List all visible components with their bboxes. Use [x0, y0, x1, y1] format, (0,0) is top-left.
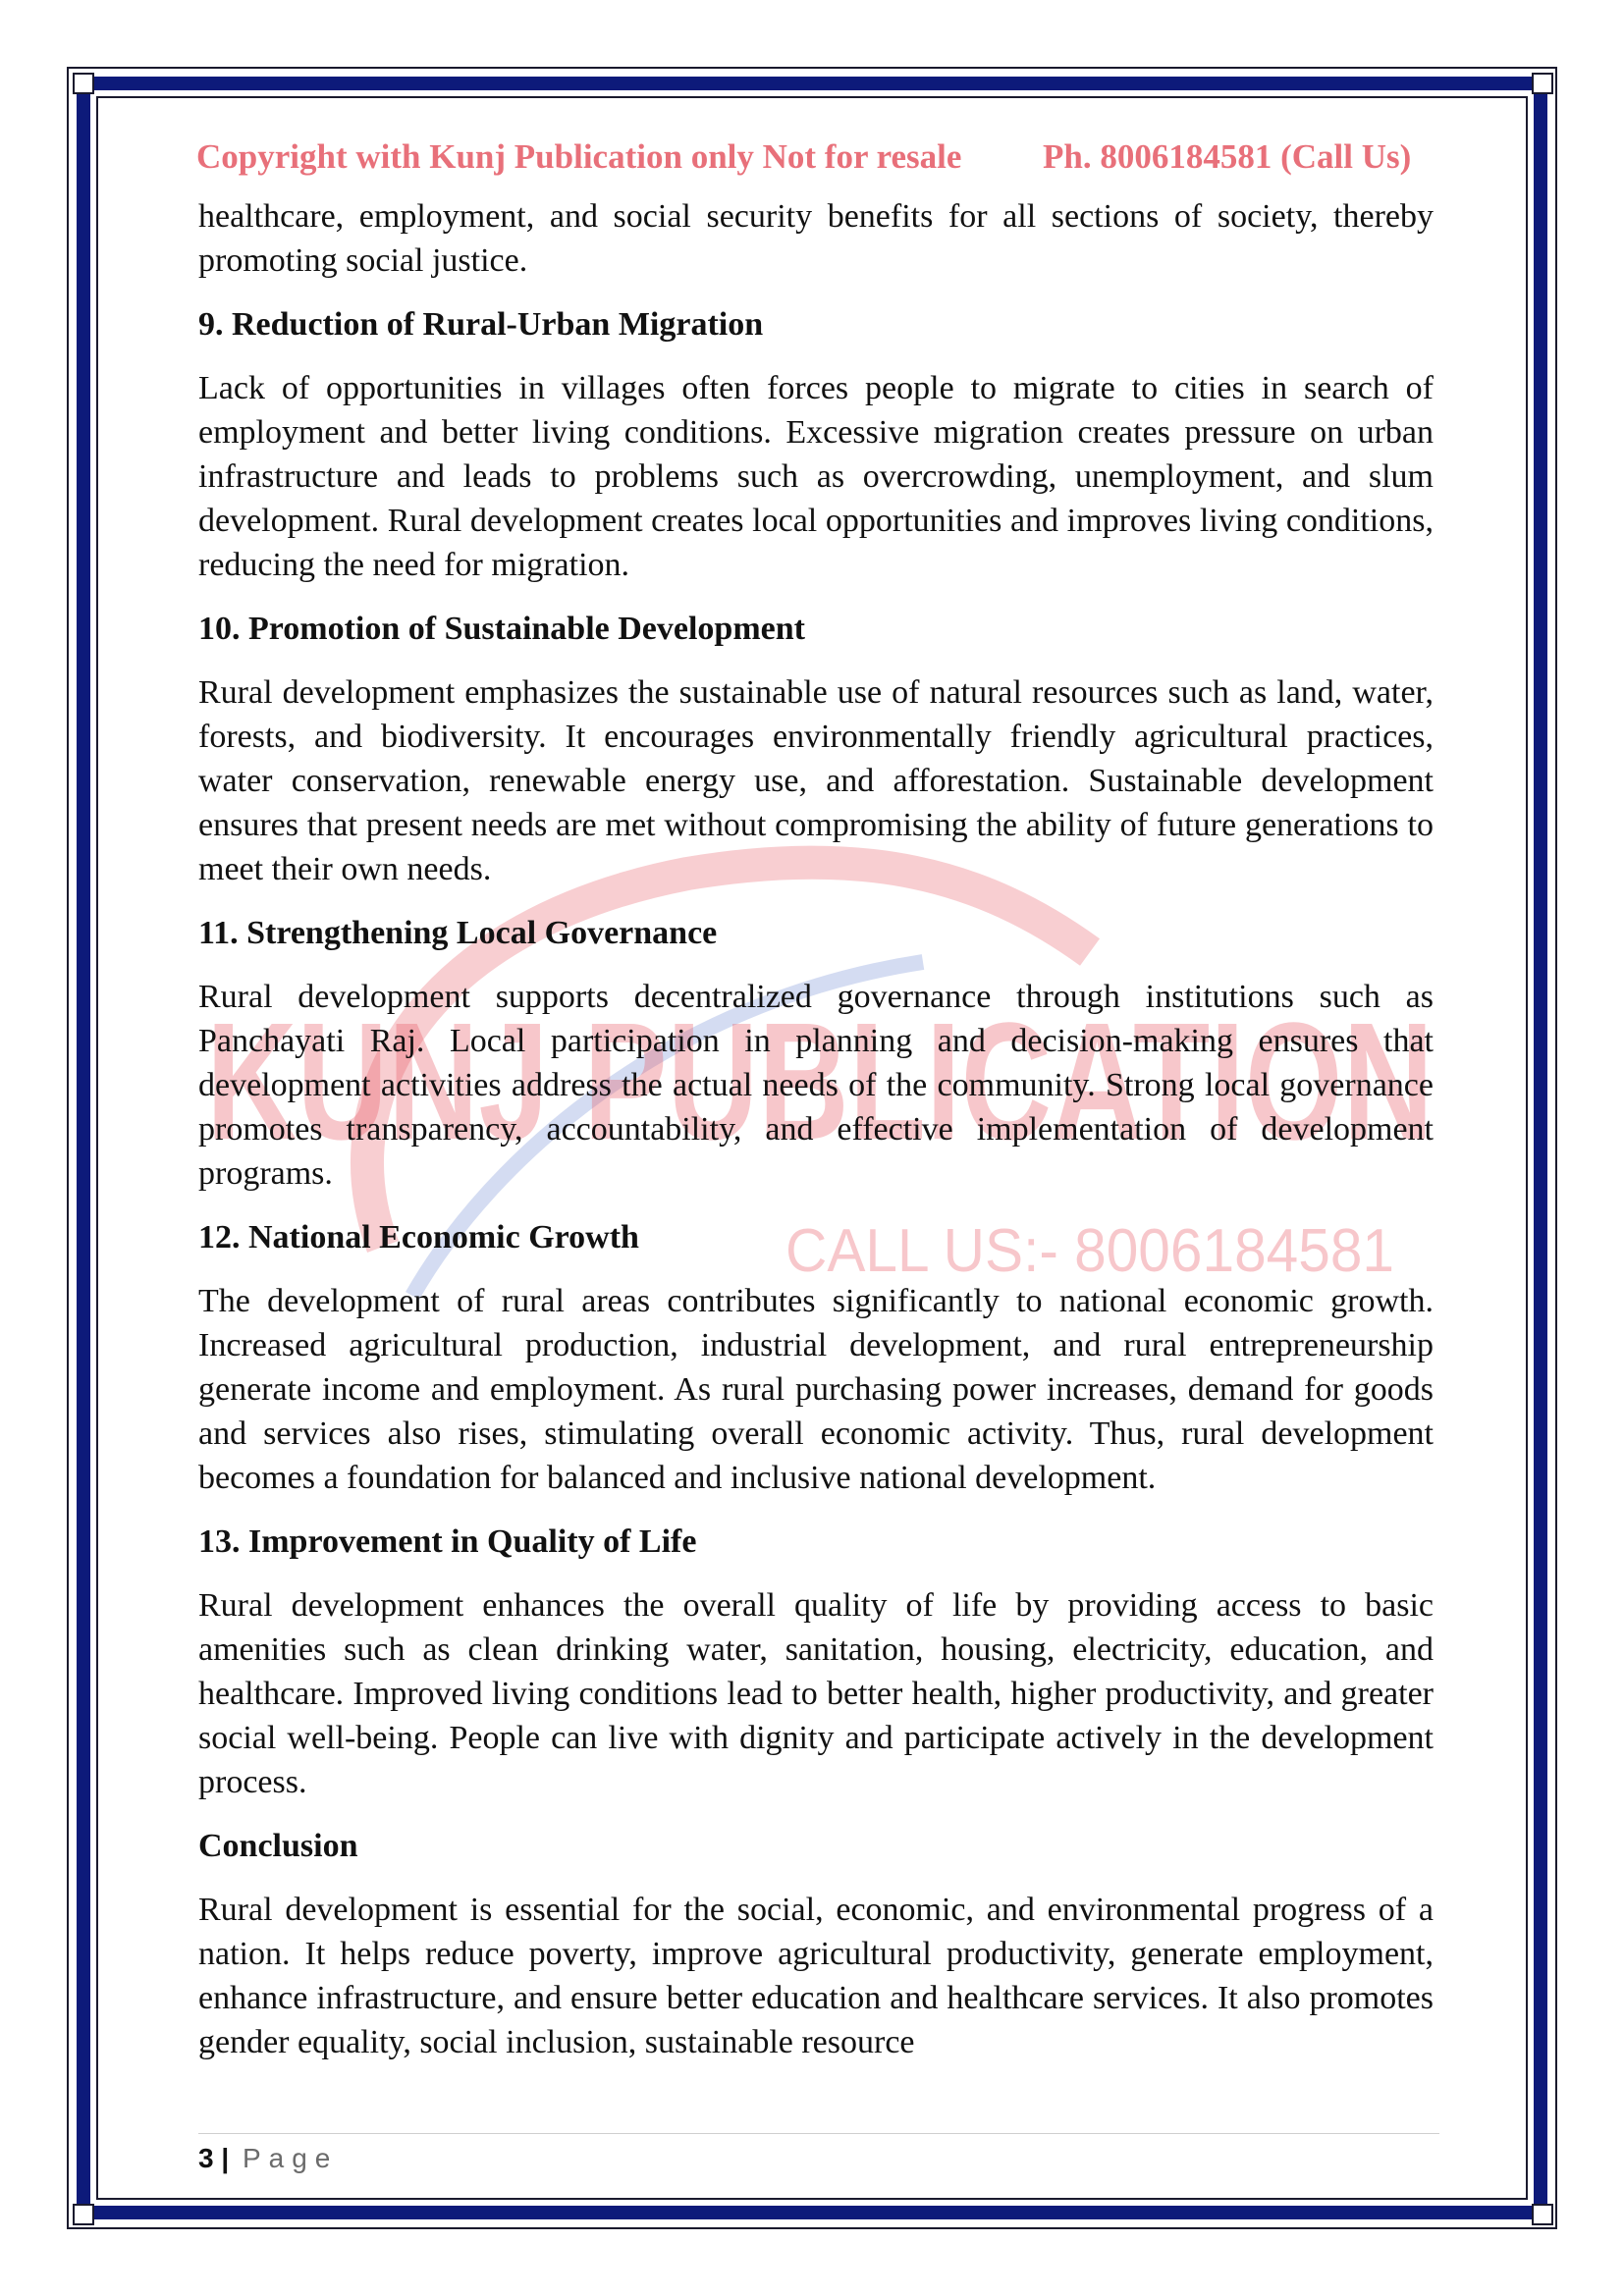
corner-ornament-bottom-right [1522, 2194, 1561, 2233]
section-heading: 10. Promotion of Sustainable Development [198, 611, 805, 647]
phone-number: Ph. 8006184581 (Call Us) [1043, 137, 1412, 176]
corner-ornament-top-left [63, 63, 102, 102]
page-separator: | [221, 2143, 230, 2173]
section-heading: 11. Strengthening Local Governance [198, 915, 718, 951]
page-number: 3 [198, 2143, 214, 2173]
body-paragraph: Rural development supports decentralized governance through institutions such as Panchayati Raj. Local participation in planning and decision-making ensures that development activities address the actual needs of the community. Strong local governance promotes transparency, accountability, and effective implementation of development programs. [198, 979, 1434, 1192]
body-paragraph: The development of rural areas contributes significantly to national economic growth. Increased agricultural production, industrial development, and rural entrepreneurship generate income and employment. As rural purchasing power increases, demand for goods and services also rises, stimulating overall economic activity. Thus, rural development becomes a foundation for balanced and inclusive national development. [198, 1283, 1434, 1496]
body-paragraph: Rural development is essential for the social, economic, and environmental progress of a nation. It helps reduce poverty, improve agricultural productivity, generate employment, enhance infrastructure, and ensure better education and healthcare services. It also promotes gender equality, social inclusion, sustainable resource [198, 1892, 1434, 2060]
document-body [198, 194, 1434, 2084]
page-label: Page [242, 2143, 339, 2173]
section-heading: Conclusion [198, 1828, 358, 1864]
corner-ornament-bottom-left [63, 2194, 102, 2233]
body-paragraph: Lack of opportunities in villages often forces people to migrate to cities in search of employment and better living conditions. Excessive migration creates pressure on urban infrastructure and leads to problems such as overcrowding, unemployment, and slum development. Rural development creates local opportunities and improves living conditions, reducing the need for migration. [198, 370, 1434, 583]
body-paragraph: Rural development emphasizes the sustainable use of natural resources such as land, water, forests, and biodiversity. It encourages environmentally friendly agricultural practices, water conservation, renewable energy use, and afforestation. Sustainable development ensures that present needs are met without compromising the ability of future generations to meet their own needs. [198, 674, 1434, 887]
copyright-notice: Copyright with Kunj Publication only Not for resale [196, 137, 962, 176]
watermark-call: CALL US:- 8006184581 [785, 1217, 1394, 1285]
section-heading: 9. Reduction of Rural-Urban Migration [198, 306, 764, 343]
body-paragraph: Rural development enhances the overall quality of life by providing access to basic amenities such as clean drinking water, sanitation, housing, electricity, education, and healthcare. Improved living conditions lead to better health, higher productivity, and greater social well-being. People can live with dignity and participate actively in the development process. [198, 1587, 1434, 1800]
section-heading: 13. Improvement in Quality of Life [198, 1523, 697, 1560]
footer-divider [198, 2133, 1439, 2134]
body-paragraph: healthcare, employment, and social security benefits for all sections of society, thereby promoting social justice. [198, 198, 1434, 279]
watermark-brand: KUNJ PUBLICATION [206, 988, 1434, 1175]
section-heading: 12. National Economic Growth [198, 1219, 639, 1255]
page-footer [198, 2143, 338, 2174]
corner-ornament-top-right [1522, 63, 1561, 102]
page-header [196, 137, 1434, 177]
